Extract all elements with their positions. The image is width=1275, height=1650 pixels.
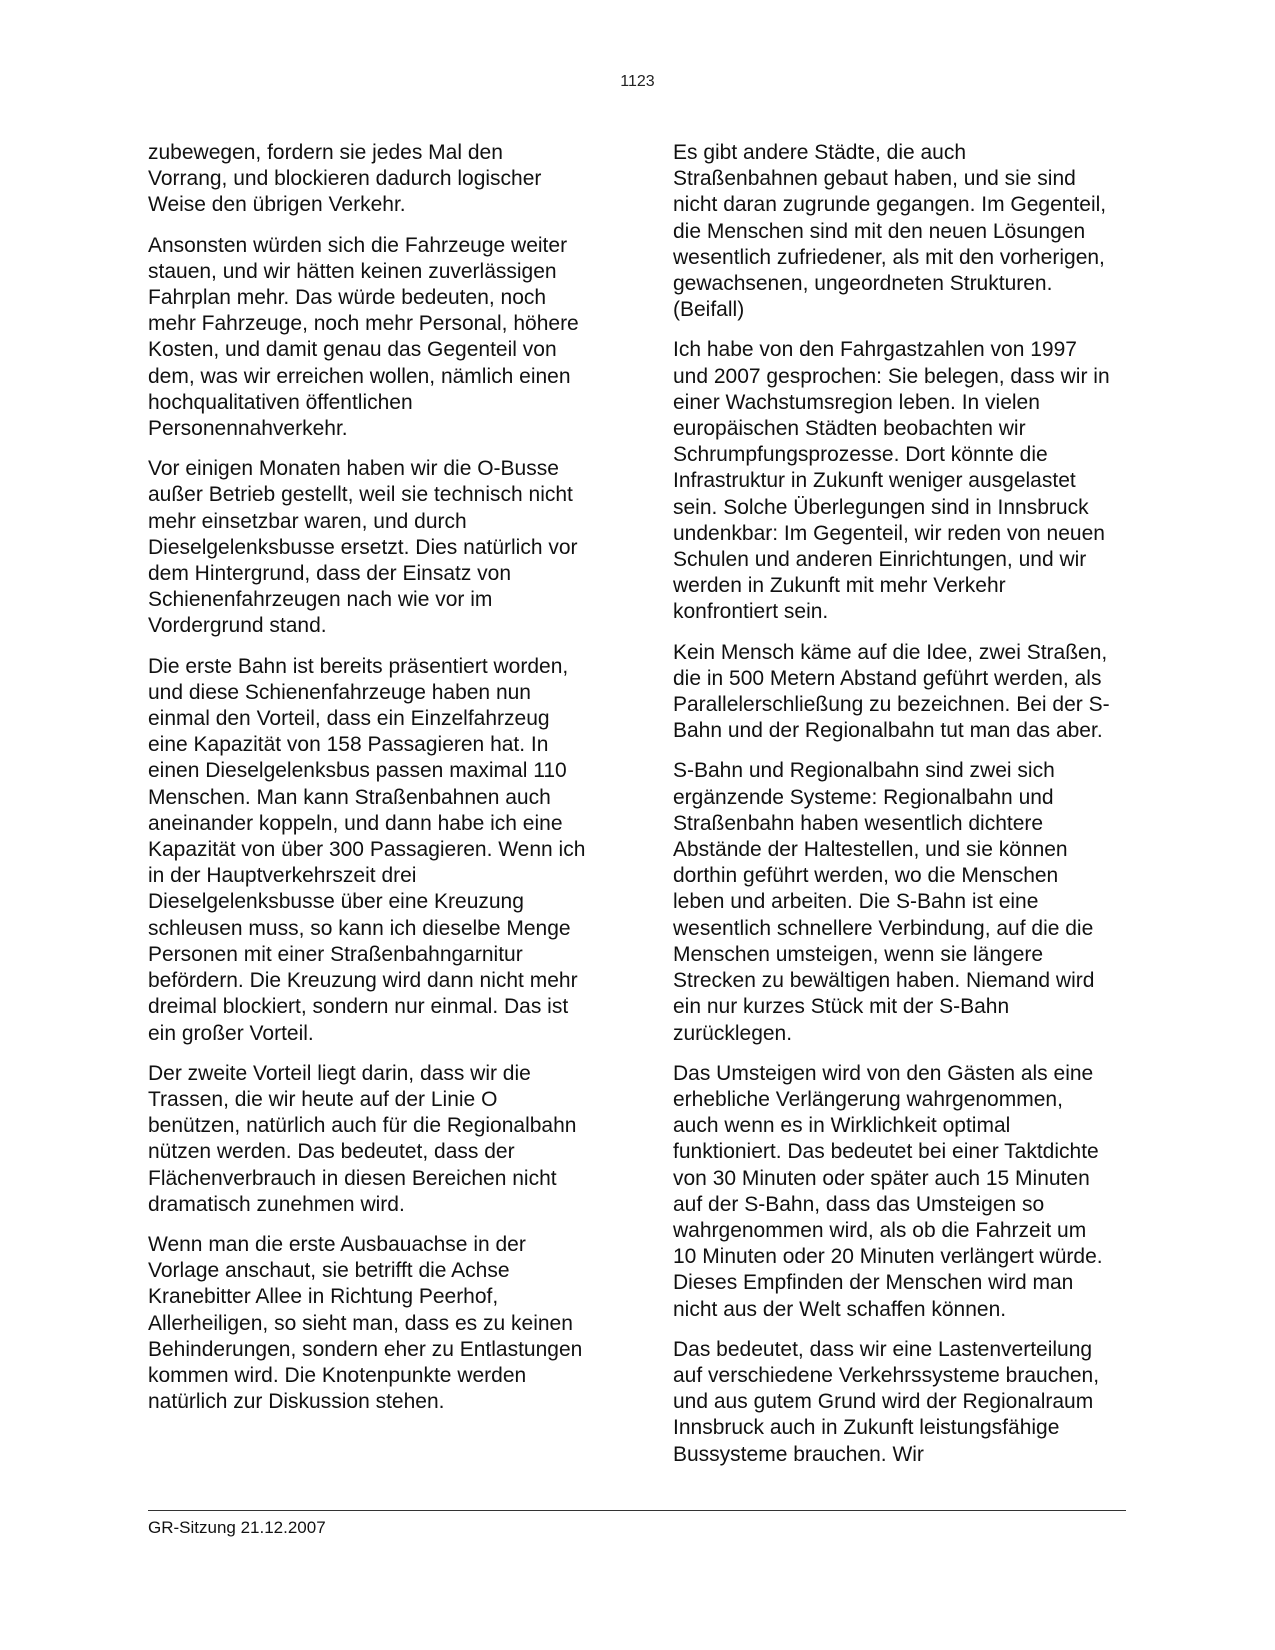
- paragraph: Der zweite Vorteil liegt darin, dass wir die Trassen, die wir heute auf der Linie O benützen, natürlich auch für die Regionalbahn nützen werden. Das bedeutet, dass der Flächenverbrauch in diesen Bereichen nicht dramatisch zunehmen wird.: [148, 1061, 577, 1216]
- paragraph: zubewegen, fordern sie jedes Mal den Vorrang, und blockieren dadurch logischer Weise den übrigen Verkehr.: [148, 141, 542, 217]
- paragraph: Ich habe von den Fahrgastzahlen von 1997 und 2007 gesprochen: Sie belegen, dass wir in einer Wachstumsregion leben. In vielen europäischen Städten beobachten wir Schrumpfungsprozesse. Dort könnte die Infrastruktur in Zukunft weniger ausgelastet sein. Solche Überlegungen sind in Innsbruck undenkbar: Im Gegenteil, wir reden von neuen Schulen und anderen Einrichtungen, und wir werden in Zukunft mit mehr Verkehr konfrontiert sein.: [673, 338, 1110, 624]
- footer-divider: [148, 1510, 1126, 1511]
- paragraph: Vor einigen Monaten haben wir die O-Busse außer Betrieb gestellt, weil sie technisch nicht mehr einsetzbar waren, und durch Dieselgelenksbusse ersetzt. Dies natürlich vor dem Hintergrund, dass der Einsatz von Schienenfahrzeugen nach wie vor im Vordergrund stand.: [148, 457, 578, 638]
- paragraph: Wenn man die erste Ausbauachse in der Vorlage anschaut, sie betrifft die Achse Kranebitter Allee in Richtung Peerhof, Allerheiligen, so sieht man, dass es zu keinen Behinderungen, sondern eher zu Entlastungen kommen wird. Die Knotenpunkte werden natürlich zur Diskussion stehen.: [148, 1232, 583, 1414]
- paragraph: Die erste Bahn ist bereits präsentiert worden, und diese Schienenfahrzeuge haben nun einmal den Vorteil, dass ein Einzelfahrzeug eine Kapazität von 158 Passagieren hat. In einen Dieselgelenksbus passen maximal 110 Menschen. Man kann Straßenbahnen auch aneinander koppeln, und dann habe ich eine Kapazität von über 300 Passagieren. Wenn ich in der Hauptverkehrszeit drei Dieselgelenksbusse über eine Kreuzung schleusen muss, so kann ich dieselbe Menge Personen mit einer Straßenbahngarnitur befördern. Die Kreuzung wird dann nicht mehr dreimal blockiert, sondern nur einmal. Das ist ein großer Vorteil.: [148, 654, 586, 1045]
- footer-text: GR-Sitzung 21.12.2007: [148, 1518, 326, 1537]
- paragraph: Das Umsteigen wird von den Gästen als eine erhebliche Verlängerung wahrgenommen, auch wenn es in Wirklichkeit optimal funktioniert. Das bedeutet bei einer Taktdichte von 30 Minuten oder später auch 15 Minuten auf der S-Bahn, dass das Umsteigen so wahrgenommen wird, als ob die Fahrzeit um 10 Minuten oder 20 Minuten verlängert würde. Dieses Empfinden der Menschen wird man nicht aus der Welt schaffen können.: [673, 1061, 1103, 1321]
- paragraph: S-Bahn und Regionalbahn sind zwei sich ergänzende Systeme: Regionalbahn und Straßenbahn haben wesentlich dichtere Abstände der Haltestellen, und sie können dorthin geführt werden, wo die Menschen leben und arbeiten. Die S-Bahn ist eine wesentlich schnellere Verbindung, auf die die Menschen umsteigen, wenn sie längere Strecken zu bewältigen haben. Niemand wird ein nur kurzes Stück mit der S-Bahn zurücklegen.: [673, 759, 1095, 1045]
- right-column: [673, 140, 1113, 1482]
- paragraph: Es gibt andere Städte, die auch Straßenbahnen gebaut haben, und sie sind nicht daran zugrunde gegangen. Im Gegenteil, die Menschen sind mit den neuen Lösungen wesentlich zufriedener, als mit den vorherigen, gewachsenen, ungeordneten Strukturen. (Beifall): [673, 141, 1107, 322]
- paragraph: Das bedeutet, dass wir eine Lastenverteilung auf verschiedene Verkehrssysteme brauchen, und aus gutem Grund wird der Regionalraum Innsbruck auch in Zukunft leistungsfähige Bussysteme brauchen. Wir: [673, 1337, 1100, 1466]
- page-number: 1123: [620, 73, 655, 90]
- paragraph: Ansonsten würden sich die Fahrzeuge weiter stauen, und wir hätten keinen zuverlässigen Fahrplan mehr. Das würde bedeuten, noch mehr Fahrzeuge, noch mehr Personal, höhere Kosten, und damit genau das Gegenteil von dem, was wir erreichen wollen, nämlich einen hochqualitativen öffentlichen Personennahverkehr.: [148, 233, 579, 441]
- left-column: [148, 140, 588, 1429]
- paragraph: Kein Mensch käme auf die Idee, zwei Straßen, die in 500 Metern Abstand geführt werden, als Parallelerschließung zu bezeichnen. Bei der S-Bahn und der Regionalbahn tut man das aber.: [673, 640, 1110, 743]
